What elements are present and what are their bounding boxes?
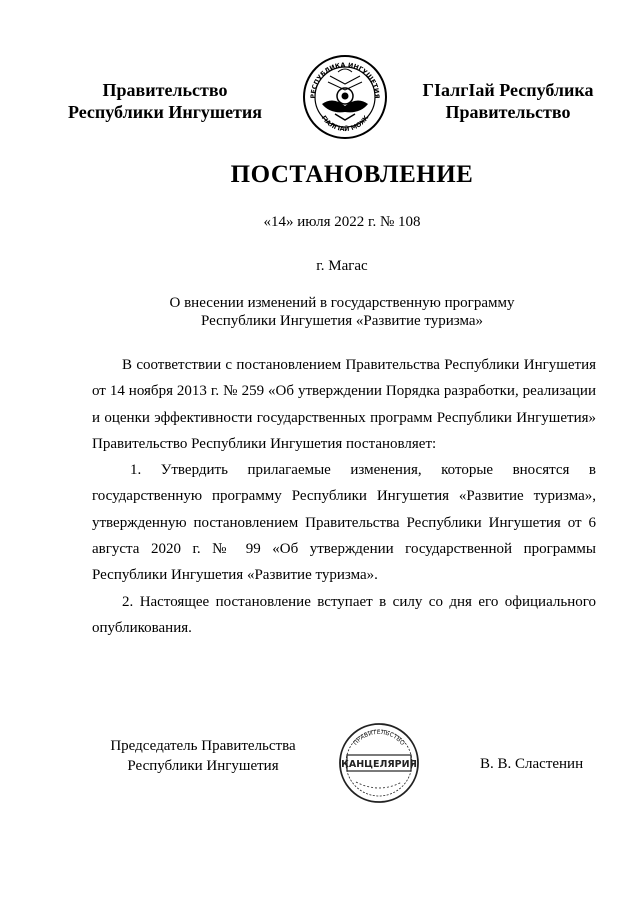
item-1-paragraph: 1. Утвердить прилагаемые изменения, которые вносятся в государственную программу Республики Ингушетия «Развитие туризма», утвержденную постановлением Правительства Республики Ингушетия от 6 августа 2020 г. № 99 «Об утверждении государственной программы Республики Ингушетия «Развитие туризма». bbox=[92, 462, 596, 584]
document-title: ПОСТАНОВЛЕНИЕ bbox=[230, 161, 474, 188]
header-right-line2: Правительство bbox=[445, 102, 571, 122]
subject-line2: Республики Ингушетия «Развитие туризма» bbox=[200, 313, 484, 329]
stamp-ring-text: ПРАВИТЕЛЬСТВО bbox=[351, 728, 407, 747]
office-stamp-icon bbox=[338, 722, 420, 804]
document-city: г. Магас bbox=[316, 258, 368, 274]
document-body bbox=[92, 352, 596, 641]
svg-text:ГIАЛГIАЙ МОХК bbox=[320, 114, 371, 133]
header-left-line2: Республики Ингушетия bbox=[67, 102, 263, 122]
item-2-paragraph: 2. Настоящее постановление вступает в силу со дня его официального опубликования. bbox=[92, 593, 596, 636]
document-date: «14» июля 2022 г. № 108 bbox=[263, 214, 421, 230]
preamble-paragraph: В соответствии с постановлением Правительства Республики Ингушетия от 14 ноября 2013 г. № 259 «Об утверждении Порядка разработки, реализации и оценки эффективности государственных программ Республики Ингушетия» Правительство Республики Ингушетия постановляет: bbox=[92, 357, 596, 452]
emblem-bottom-text: ГIАЛГIАЙ МОХК bbox=[319, 114, 371, 134]
svg-text:ПРАВИТЕЛЬСТВО bbox=[352, 729, 406, 747]
position-line1: Председатель Правительства bbox=[110, 738, 296, 754]
document-subject bbox=[0, 294, 640, 330]
subject-line1: О внесении изменений в государственную программу bbox=[169, 295, 515, 311]
signatory-name: В. В. Сластенин bbox=[480, 756, 584, 772]
header-right-line1: ГIалгIай Республика bbox=[422, 80, 594, 100]
stamp-text: КАНЦЕЛЯРИЯ bbox=[341, 759, 417, 770]
coat-of-arms-emblem-icon bbox=[302, 54, 388, 140]
emblem-top-text: РЕСПУБЛИКА ИНГУШЕТИЯ bbox=[309, 61, 381, 99]
position-line2: Республики Ингушетия bbox=[127, 758, 279, 774]
government-header-russian bbox=[48, 79, 282, 123]
government-header-ingush bbox=[408, 79, 608, 123]
header-left-line1: Правительство bbox=[102, 80, 228, 100]
signatory-position bbox=[96, 736, 310, 776]
